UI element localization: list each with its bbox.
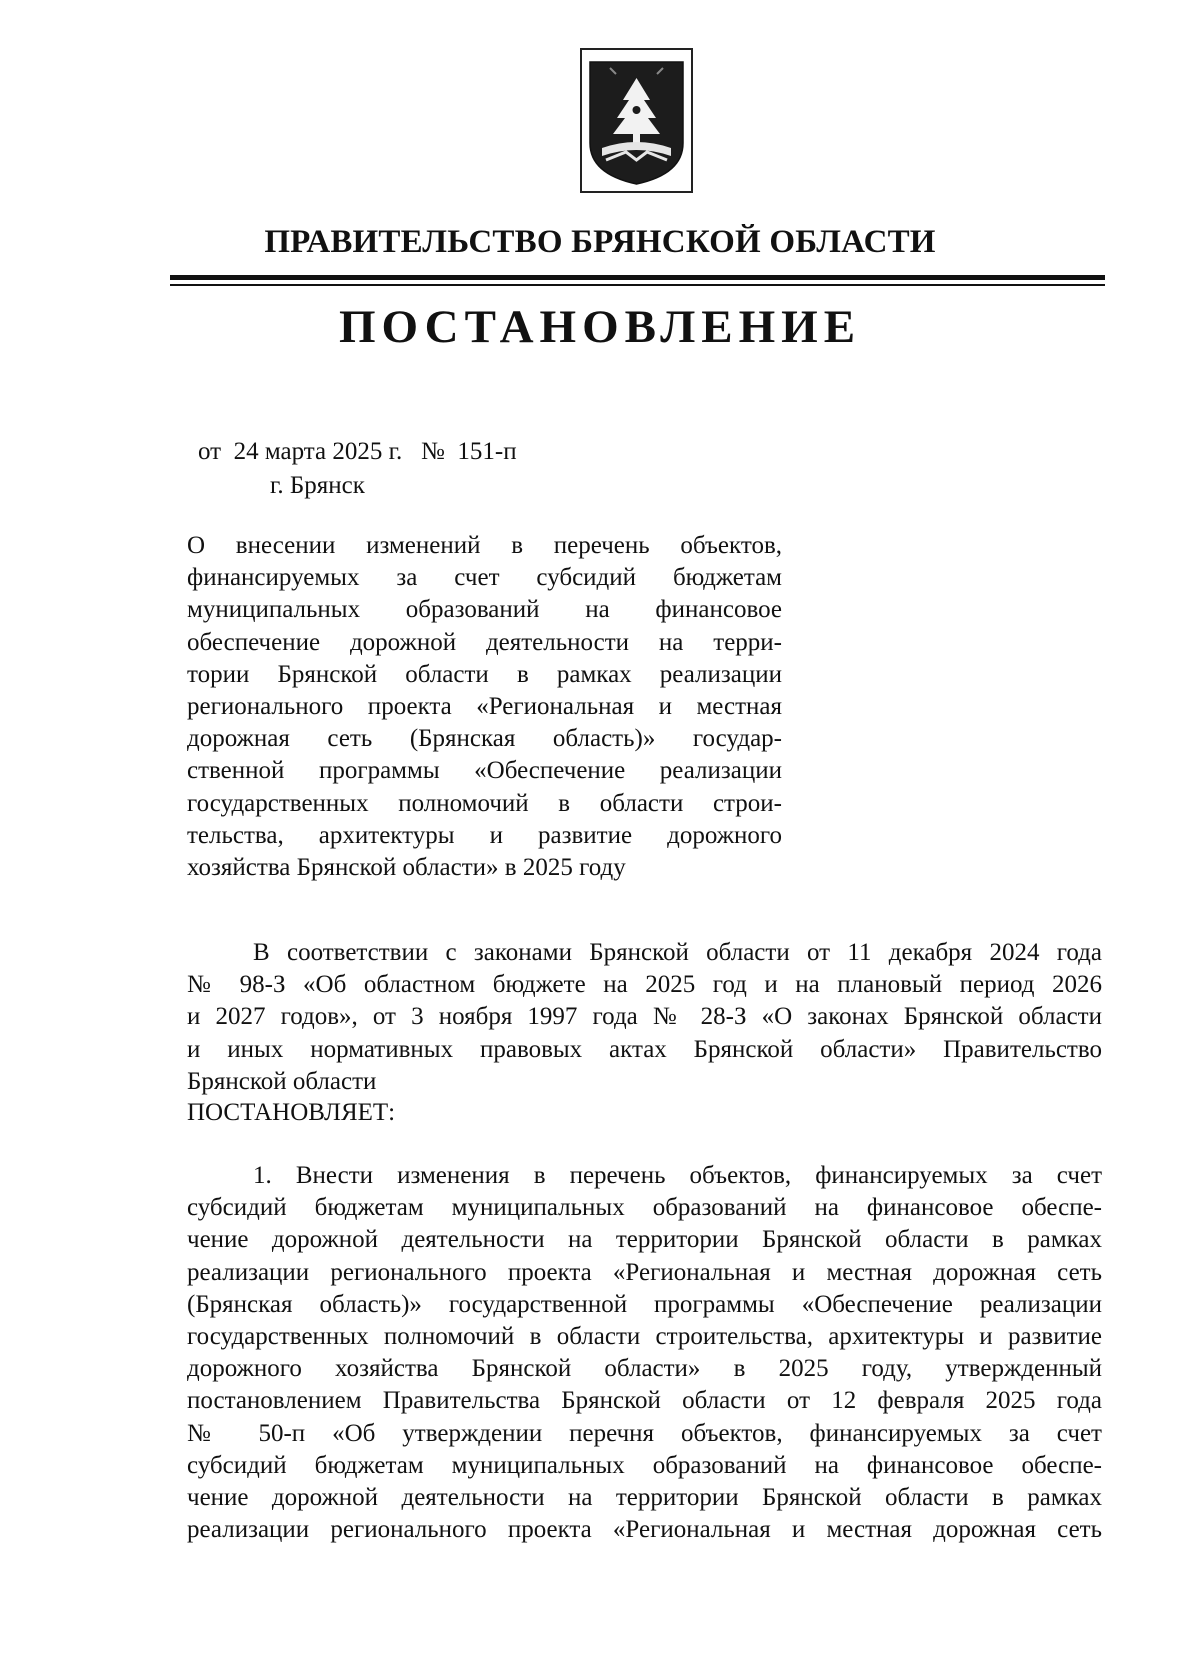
date-prefix: от [198, 438, 222, 465]
subject-line: О внесении изменений в перечень объектов, [187, 532, 782, 559]
subject-line: финансируемых за счет субсидий бюджетам [187, 564, 782, 592]
subject-line: хозяйства Брянской области» в 2025 году [187, 854, 626, 882]
subject-line: тельства, архитектуры и развитие дорожного [187, 821, 782, 849]
preamble-line: Брянской области [187, 1067, 377, 1095]
item-1-line: 1. Внести изменения в перечень объектов, финансируемых за счет [253, 1162, 1102, 1189]
item-1-line: субсидий бюджетам муниципальных образований на финансовое обеспе- [187, 1451, 1102, 1479]
item-1-line: (Брянская область)» государственной программы «Обеспечение реализации [187, 1290, 1102, 1318]
document-date: 24 марта 2025 г. [233, 438, 403, 465]
preamble-line: и иных нормативных правовых актах Брянской области» Правительство [187, 1035, 1102, 1063]
item-1-line: чение дорожной деятельности на территории Брянской области в рамках [187, 1484, 1102, 1512]
document-type-title: ПОСТАНОВЛЕНИЕ [338, 301, 862, 353]
subject-line: регионального проекта «Региональная и местная [187, 693, 782, 721]
item-1-line: реализации регионального проекта «Региональная и местная дорожная сеть [187, 1258, 1102, 1286]
subject-line: дорожная сеть (Брянская область)» государ- [187, 725, 782, 753]
item-1-line: № 50-п «Об утверждении перечня объектов, финансируемых за счет [187, 1419, 1102, 1447]
header-divider-thick [170, 275, 1105, 280]
preamble-line: № 98-З «Об областном бюджете на 2025 год и на плановый период 2026 [187, 971, 1102, 999]
subject-line: обеспечение дорожной деятельности на терри- [187, 628, 782, 656]
document-city: г. Брянск [270, 472, 365, 499]
government-name: ПРАВИТЕЛЬСТВО БРЯНСКОЙ ОБЛАСТИ [264, 224, 936, 260]
subject-line: государственных полномочий в области строи- [187, 789, 782, 817]
subject-line: муниципальных образований на финансовое [187, 596, 782, 624]
item-1-line: государственных полномочий в области строительства, архитектуры и развитие [187, 1323, 1102, 1351]
item-1-line: реализации регионального проекта «Региональная и местная дорожная сеть [187, 1516, 1102, 1544]
document-date-number [198, 438, 517, 466]
preamble-line: и 2027 годов», от 3 ноября 1997 года № 28-З «О законах Брянской области [187, 1003, 1102, 1031]
header-divider-thin [170, 284, 1105, 286]
coat-of-arms-icon [580, 48, 693, 193]
document-number: 151-п [457, 438, 517, 465]
item-1-line: чение дорожной деятельности на территории Брянской области в рамках [187, 1226, 1102, 1254]
subject-line: тории Брянской области в рамках реализации [187, 660, 782, 688]
decree-word: ПОСТАНОВЛЯЕТ: [187, 1099, 396, 1126]
item-1-line: постановлением Правительства Брянской области от 12 февраля 2025 года [187, 1387, 1102, 1415]
item-1-line: субсидий бюджетам муниципальных образований на финансовое обеспе- [187, 1194, 1102, 1222]
item-1-line: дорожного хозяйства Брянской области» в 2025 году, утвержденный [187, 1355, 1102, 1383]
preamble-line: В соответствии с законами Брянской области от 11 декабря 2024 года [253, 939, 1102, 966]
number-sign: № [421, 438, 445, 465]
document-subject [187, 530, 782, 884]
preamble-paragraph [187, 937, 1102, 1098]
subject-line: ственной программы «Обеспечение реализации [187, 757, 782, 785]
item-1-paragraph [187, 1160, 1102, 1546]
